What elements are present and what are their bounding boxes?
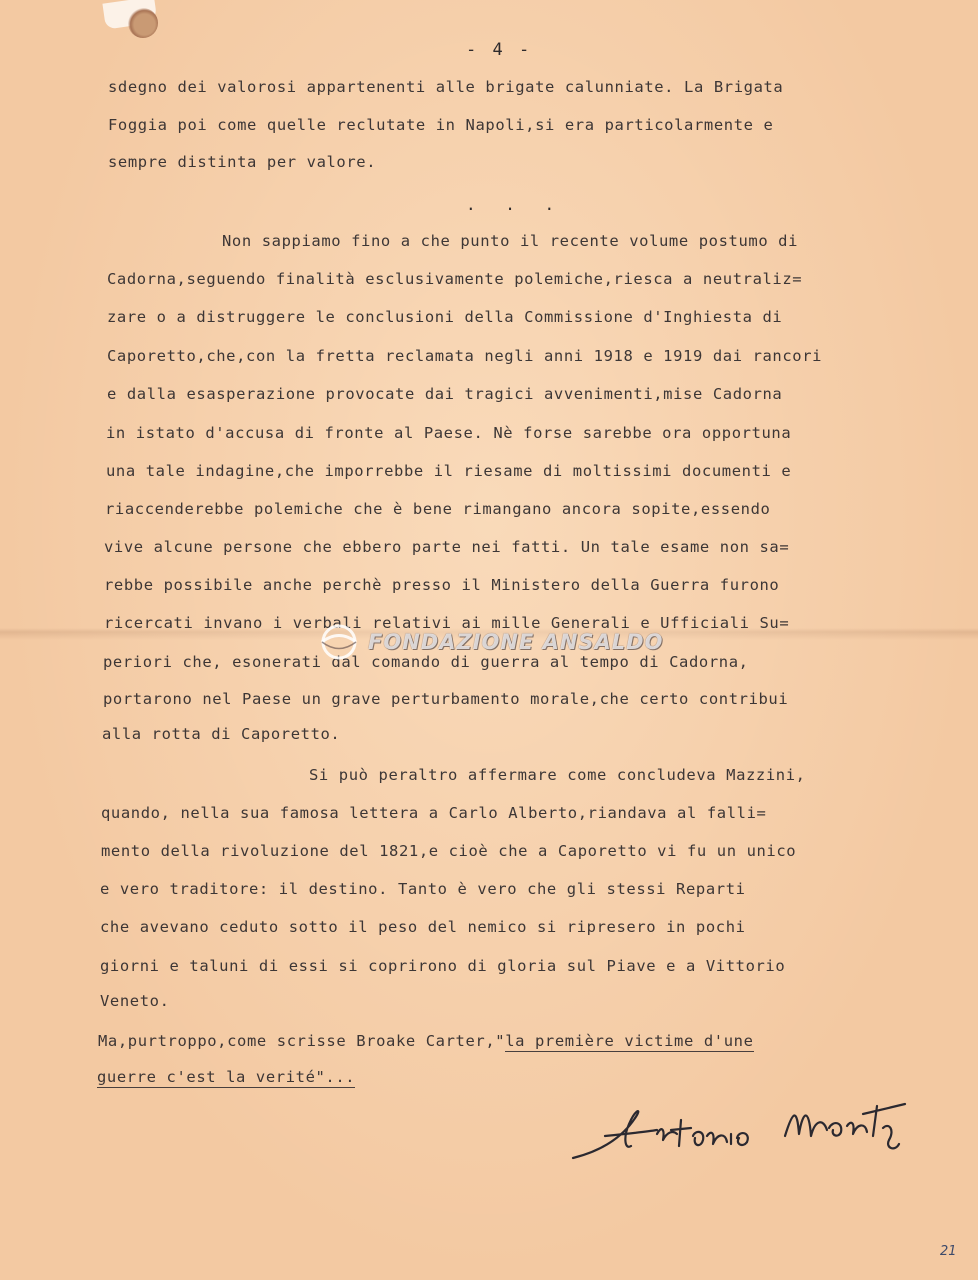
page-number: - 4 - — [466, 40, 533, 60]
text-line: che avevano ceduto sotto il peso del nemico si ripresero in pochi — [100, 918, 746, 936]
text-line: e dalla esasperazione provocate dai tragici avvenimenti,mise Cadorna — [107, 385, 783, 403]
text-line: zare o a distruggere le conclusioni della Commissione d'Inghiesta di — [107, 308, 783, 326]
text-line: giorni e taluni di essi si coprirono di gloria sul Piave e a Vittorio — [100, 957, 786, 975]
text-line: Non sappiamo fino a che punto il recente volume postumo di — [222, 232, 799, 250]
text-line: una tale indagine,che imporrebbe il riesame di moltissimi documenti e — [106, 462, 792, 480]
text-line: periori che, esonerati dal comando di guerra al tempo di Cadorna, — [103, 653, 749, 671]
quoted-text: la première victime d'une — [505, 1032, 754, 1050]
text-line: Foggia poi come quelle reclutate in Napoli,si era particolarmente e — [108, 116, 774, 134]
punch-hole — [128, 8, 158, 38]
text-line: sdegno dei valorosi appartenenti alle brigate calunniate. La Brigata — [108, 78, 784, 96]
text-line: sempre distinta per valore. — [108, 153, 377, 171]
text-line: alla rotta di Caporetto. — [102, 725, 341, 743]
section-separator: . . . — [466, 195, 565, 214]
watermark — [318, 620, 663, 664]
text-line: Caporetto,che,con la fretta reclamata negli anni 1918 e 1919 dai rancori — [107, 347, 823, 365]
text-line: ricercati invano i verbali relativi ai mille Generali e Ufficiali Su= — [104, 614, 790, 632]
text-line: in istato d'accusa di fronte al Paese. Nè forse sarebbe ora opportuna — [106, 424, 792, 442]
handwritten-signature — [565, 1090, 935, 1170]
text-line: riaccenderebbe polemiche che è bene rimangano ancora sopite,essendo — [105, 500, 771, 518]
text-line: Si può peraltro affermare come concludeva Mazzini, — [309, 766, 806, 784]
quoted-text: guerre c'est la verité"... — [97, 1068, 356, 1086]
watermark-text: FONDAZIONE ANSALDO — [368, 630, 664, 654]
text-line: rebbe possibile anche perchè presso il Ministero della Guerra furono — [104, 576, 780, 594]
text-line: Veneto. — [100, 992, 170, 1010]
text-line: quando, nella sua famosa lettera a Carlo Alberto,riandava al falli= — [101, 804, 767, 822]
closing-line-2 — [97, 1068, 355, 1086]
text-line: vive alcune persone che ebbero parte nei fatti. Un tale esame non sa= — [104, 538, 790, 556]
text-line: portarono nel Paese un grave perturbamento morale,che certo contribui — [103, 690, 789, 708]
closing-text: Ma,purtroppo,come scrisse Broake Carter," — [98, 1032, 506, 1050]
ansaldo-logo-icon — [318, 621, 360, 663]
text-line: mento della rivoluzione del 1821,e cioè che a Caporetto vi fu un unico — [101, 842, 797, 860]
archive-number: 21 — [940, 1244, 957, 1259]
text-line: e vero traditore: il destino. Tanto è vero che gli stessi Reparti — [100, 880, 746, 898]
text-line: Cadorna,seguendo finalità esclusivamente polemiche,riesca a neutraliz= — [107, 270, 803, 288]
closing-line-1 — [98, 1032, 754, 1050]
